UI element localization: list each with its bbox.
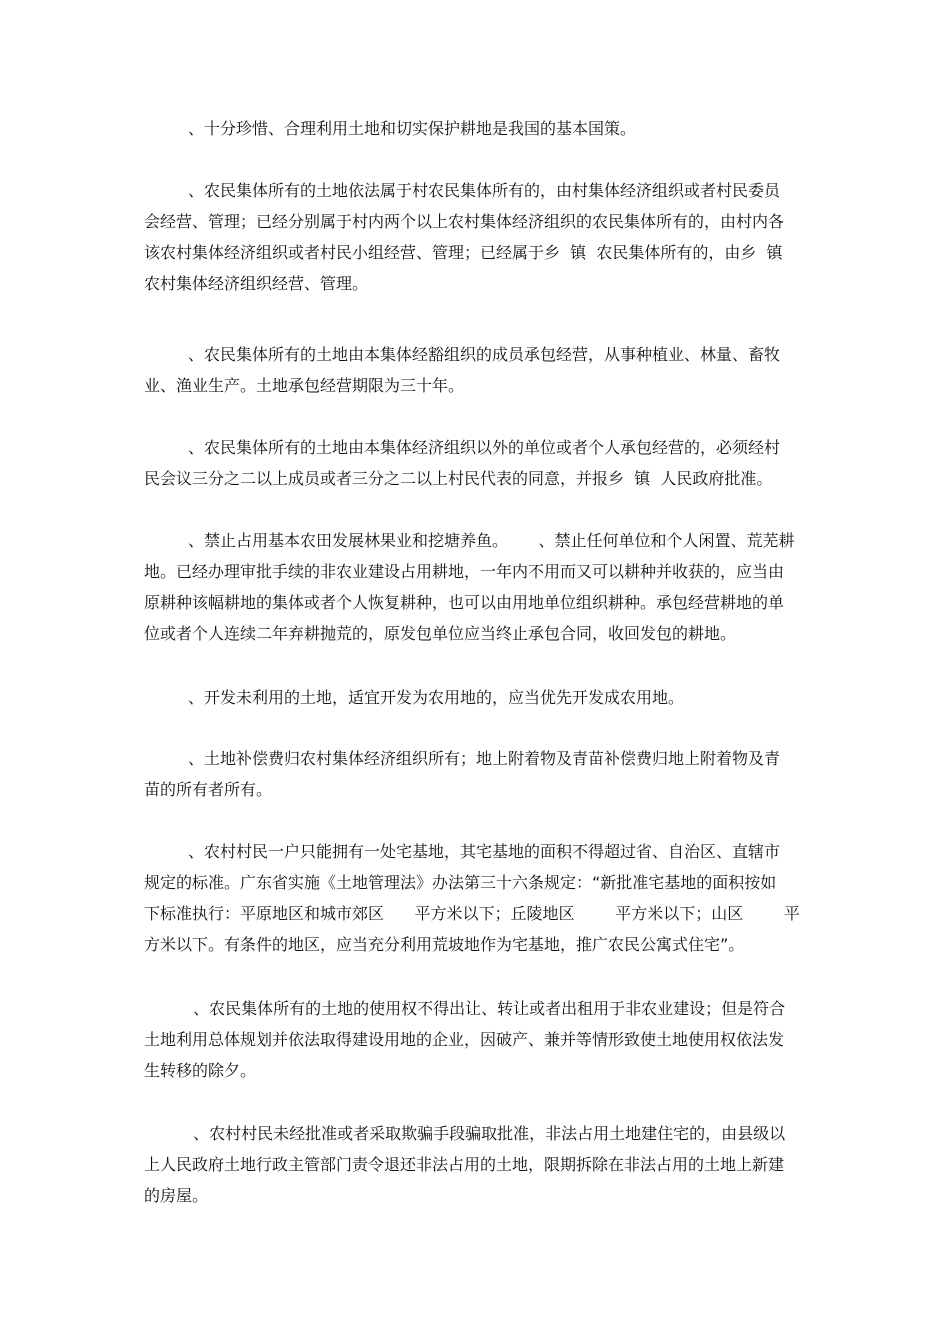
paragraph-7 — [144, 743, 816, 805]
paragraph-line: 苗的所有者所有。 — [144, 780, 273, 799]
paragraph-line: 、农民集体所有的土地依法属于村农民集体所有的，由村集体经济组织或者村民委员 — [188, 181, 781, 200]
paragraph-line: 、禁止占用基本农田发展林果业和挖塘养鱼。 、禁止任何单位和个人闲置、荒芜耕 — [188, 531, 795, 550]
paragraph-8 — [144, 836, 816, 960]
paragraph-10 — [144, 1118, 816, 1211]
paragraph-line: 规定的标准。广东省实施《土地管理法》办法第三十六条规定：“新批准宅基地的面积按如 — [144, 873, 777, 892]
paragraph-line: 的房屋。 — [144, 1186, 209, 1205]
paragraph-line: 生转移的除夕。 — [144, 1061, 257, 1080]
paragraph-5 — [144, 525, 816, 649]
paragraph-line: 下标准执行：平原地区和城市郊区 平方米以下；丘陵地区 平方米以下；山区 平 — [144, 904, 800, 923]
paragraph-3 — [144, 339, 816, 401]
paragraph-line: 、农民集体所有的土地的使用权不得出让、转让或者出租用于非农业建设；但是符合 — [188, 999, 786, 1018]
paragraph-line: 、农村村民一户只能拥有一处宅基地，其宅基地的面积不得超过省、自治区、直辖市 — [188, 842, 781, 861]
paragraph-line: 、十分珍惜、合理利用土地和切实保护耕地是我国的基本国策。 — [188, 119, 637, 138]
paragraph-line: 位或者个人连续二年弃耕抛荒的，原发包单位应当终止承包合同，收回发包的耕地。 — [144, 624, 737, 643]
paragraph-4 — [144, 432, 816, 494]
paragraph-line: 方米以下。有条件的地区，应当充分利用荒坡地作为宅基地，推广农民公寓式住宅”。 — [144, 935, 745, 954]
paragraph-1 — [144, 113, 816, 144]
paragraph-2 — [144, 175, 816, 299]
paragraph-line: 、开发未利用的土地，适宜开发为农用地的，应当优先开发成农用地。 — [188, 688, 685, 707]
paragraph-line: 业、渔业生产。土地承包经营期限为三十年。 — [144, 376, 465, 395]
paragraph-line: 上人民政府土地行政主管部门责令退还非法占用的土地，限期拆除在非法占用的土地上新建 — [144, 1155, 785, 1174]
paragraph-9 — [144, 993, 816, 1086]
paragraph-line: 、农民集体所有的土地由本集体经豁组织的成员承包经营，从事种植业、林量、畜牧 — [188, 345, 781, 364]
paragraph-line: 土地利用总体规划并依法取得建设用地的企业，因破产、兼并等情形致使土地使用权依法发 — [144, 1030, 785, 1049]
paragraph-line: 农村集体经济组织经营、管理。 — [144, 274, 369, 293]
paragraph-line: 原耕种该幅耕地的集体或者个人恢复耕种，也可以由用地单位组织耕种。承包经营耕地的单 — [144, 593, 785, 612]
paragraph-line: 该农村集体经济组织或者村民小组经营、管理；已经属于乡 镇 农民集体所有的，由乡 镇 — [144, 243, 783, 262]
paragraph-line: 会经营、管理；已经分别属于村内两个以上农村集体经济组织的农民集体所有的，由村内各 — [144, 212, 785, 231]
paragraph-line: 地。已经办理审批手续的非农业建设占用耕地，一年内不用而又可以耕种并收获的，应当由 — [144, 562, 785, 581]
paragraph-line: 、农村村民未经批准或者采取欺骗手段骗取批准，非法占用土地建住宅的，由县级以 — [188, 1124, 786, 1143]
paragraph-6 — [144, 682, 816, 713]
paragraph-line: 民会议三分之二以上成员或者三分之二以上村民代表的同意，并报乡 镇 人民政府批准。 — [144, 469, 773, 488]
paragraph-line: 、土地补偿费归农村集体经济组织所有；地上附着物及青苗补偿费归地上附着物及青 — [188, 749, 781, 768]
paragraph-line: 、农民集体所有的土地由本集体经济组织以外的单位或者个人承包经营的，必须经村 — [188, 438, 781, 457]
